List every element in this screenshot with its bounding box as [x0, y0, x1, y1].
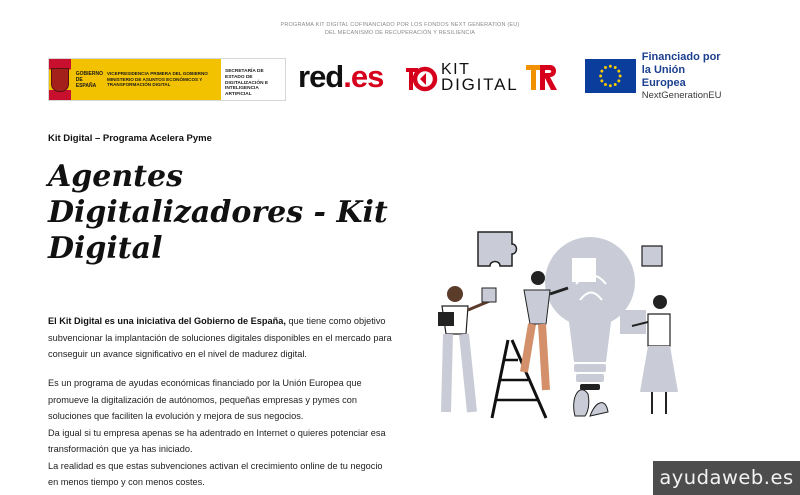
- team-lightbulb-illustration: [420, 222, 710, 422]
- kit-line2: DIGITAL: [441, 75, 519, 94]
- details-line1: Es un programa de ayudas económicas financiado por la Unión Europea que promueve la digitalización de autónomos, pequeñas empresas y pymes con soluciones que faciliten la evolución y mejora de sus negocios.: [48, 378, 362, 421]
- eu-flag-icon: [585, 59, 636, 93]
- secretariat-text: SECRETARÍA DE ESTADO DE DIGITALIZACIÓN E INTELIGENCIA ARTIFICIAL: [221, 59, 285, 100]
- coat-of-arms-icon: [49, 59, 71, 100]
- kit-digital-logo: [404, 62, 518, 92]
- eu-line2: la Unión Europea: [641, 63, 686, 89]
- page-title: Agentes Digitalizadores - Kit Digital: [48, 159, 388, 266]
- recovery-plan-logo-icon: [524, 62, 562, 92]
- program-note-line1: PROGRAMA KIT DIGITAL COFINANCIADO POR LOS FONDOS NEXT GENERATION (EU): [280, 22, 520, 28]
- kit-digital-mark-icon: [404, 62, 438, 92]
- details-line3: La realidad es que estas subvenciones activan el crecimiento online de tu negocio en menos tiempo y con menos costes.: [48, 460, 383, 487]
- details-line2: Da igual si tu empresa apenas se ha adentrado en Internet o quieres potenciar esa transformación que ya has iniciado.: [48, 427, 386, 454]
- section-kicker: Kit Digital – Programa Acelera Pyme: [48, 133, 212, 144]
- eu-line3: NextGenerationEU: [641, 89, 722, 101]
- details-paragraph: [48, 375, 393, 491]
- gov-name-text: GOBIERNO DE ESPAÑA: [75, 70, 103, 89]
- eu-line1: Financiado por: [641, 50, 721, 63]
- watermark: ayudaweb.es: [653, 461, 800, 495]
- intro-rest: que tiene como objetivo subvencionar la implantación de soluciones digitales disponibles en el mercado para conseguir un avance significativo en el nivel de madurez digital.: [48, 316, 392, 359]
- intro-paragraph: [48, 313, 393, 363]
- program-note-line2: DEL MECANISMO DE RECUPERACIÓN Y RESILIENCIA: [324, 30, 476, 36]
- redes-logo-suffix: .es: [343, 59, 384, 94]
- kit-line1: KIT: [441, 61, 471, 78]
- program-note: [0, 21, 800, 37]
- eu-nextgen-logo: [585, 50, 730, 101]
- redes-logo-main: red: [298, 59, 344, 94]
- redes-logo: [298, 59, 383, 95]
- gobierno-espana-logo: [48, 58, 286, 101]
- ministry-text: VICEPRESIDENCIA PRIMERA DEL GOBIERNO MINISTERIO DE ASUNTOS ECONÓMICOS Y TRANSFORMACIÓN DIGITAL: [106, 71, 208, 88]
- intro-bold: El Kit Digital es una iniciativa del Gobierno de España,: [48, 316, 286, 326]
